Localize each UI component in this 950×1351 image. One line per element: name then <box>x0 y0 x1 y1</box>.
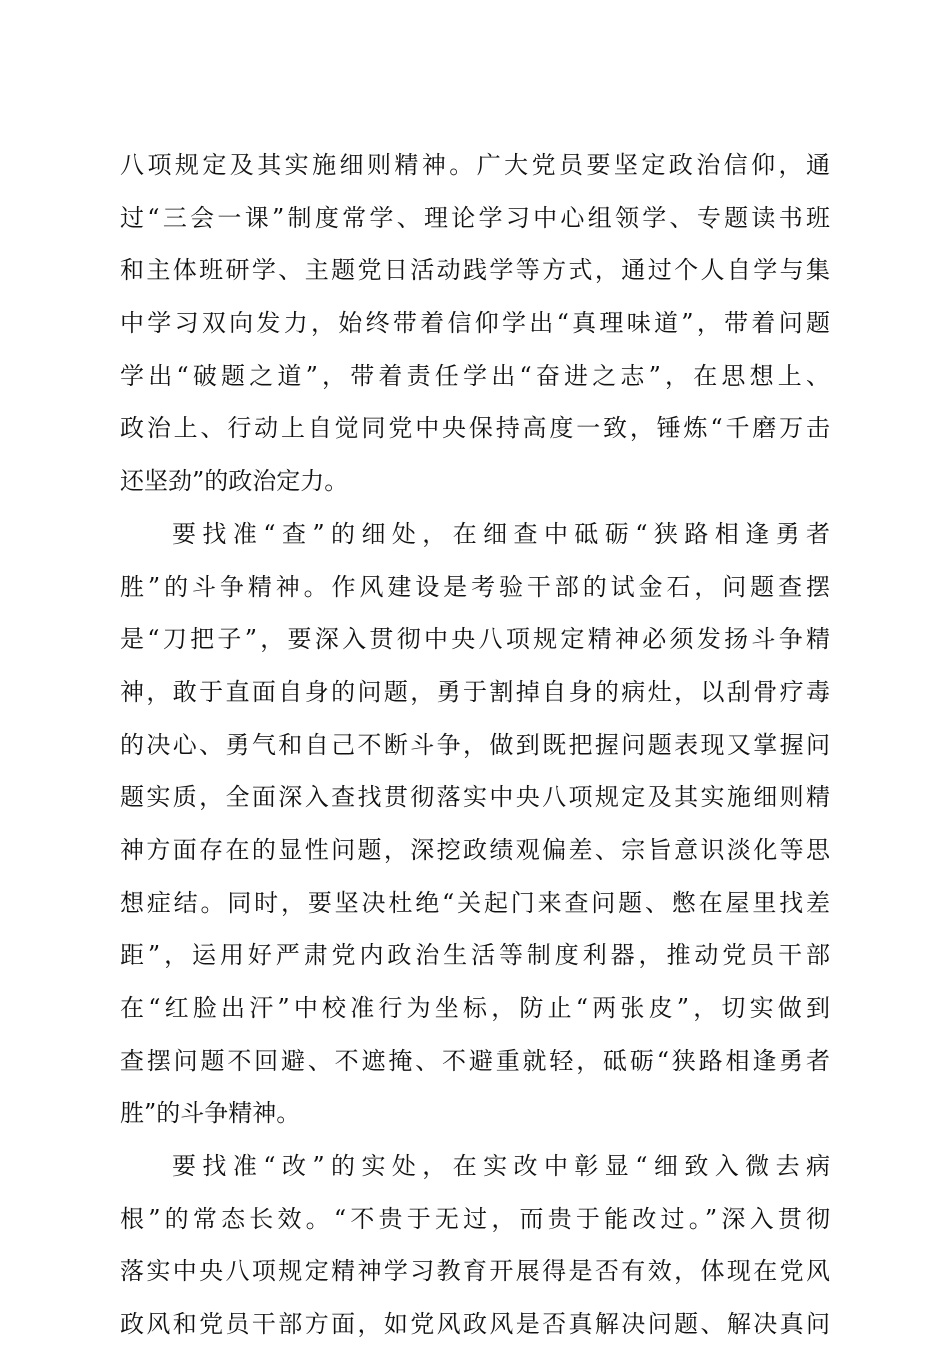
text-line: 过“三会一课”制度常学、理论学习中心组领学、专题读书班 <box>120 203 830 232</box>
text-line: 想症结。同时，要坚决杜绝“关起门来查问题、憋在屋里找差 <box>120 888 830 917</box>
text-line: 根”的常态长效。“不贵于无过，而贵于能改过。”深入贯彻 <box>120 1204 830 1233</box>
paragraph-1 <box>120 139 830 508</box>
text-line: 八项规定及其实施细则精神。广大党员要坚定政治信仰，通 <box>120 151 830 179</box>
text-line: 题实质，全面深入查找贯彻落实中央八项规定及其实施细则精 <box>120 783 830 812</box>
text-line: 神，敢于直面自身的问题，勇于割掉自身的病灶，以刮骨疗毒 <box>120 677 830 706</box>
text-line: 中学习双向发力，始终带着信仰学出“真理味道”，带着问题 <box>120 309 830 338</box>
text-line: 要找准“查”的细处，在细查中砥砺“狭路相逢勇者 <box>172 519 830 548</box>
text-line: 政治上、行动上自觉同党中央保持高度一致，锤炼“千磨万击 <box>120 414 830 443</box>
text-line: 在“红脸出汗”中校准行为坐标，防止“两张皮”，切实做到 <box>120 994 830 1022</box>
text-line: 神方面存在的显性问题，深挖政绩观偏差、宗旨意识淡化等思 <box>120 835 830 864</box>
text-line: 和主体班研学、主题党日活动践学等方式，通过个人自学与集 <box>120 256 830 285</box>
text-line: 落实中央八项规定精神学习教育开展得是否有效，体现在党风 <box>120 1257 830 1286</box>
text-line: 还坚劲”的政治定力。 <box>120 467 349 496</box>
text-line: 政风和党员干部方面，如党风政风是否真解决问题、解决真问 <box>120 1310 830 1339</box>
paragraph-2 <box>120 508 830 1140</box>
text-line: 要找准“改”的实处，在实改中彰显“细致入微去病 <box>172 1152 830 1181</box>
paragraph-3 <box>120 1140 830 1351</box>
text-line: 胜”的斗争精神。 <box>120 1099 301 1128</box>
text-line: 是“刀把子”，要深入贯彻中央八项规定精神必须发扬斗争精 <box>120 625 830 654</box>
text-line: 的决心、勇气和自己不断斗争，做到既把握问题表现又掌握问 <box>120 730 830 759</box>
text-line: 胜”的斗争精神。作风建设是考验干部的试金石，问题查摆 <box>120 572 830 601</box>
text-line: 查摆问题不回避、不遮掩、不避重就轻，砥砺“狭路相逢勇者 <box>120 1046 830 1075</box>
document-page <box>120 139 830 1351</box>
text-line: 学出“破题之道”，带着责任学出“奋进之志”，在思想上、 <box>120 361 830 390</box>
text-line: 距”，运用好严肃党内政治生活等制度利器，推动党员干部 <box>120 941 830 970</box>
